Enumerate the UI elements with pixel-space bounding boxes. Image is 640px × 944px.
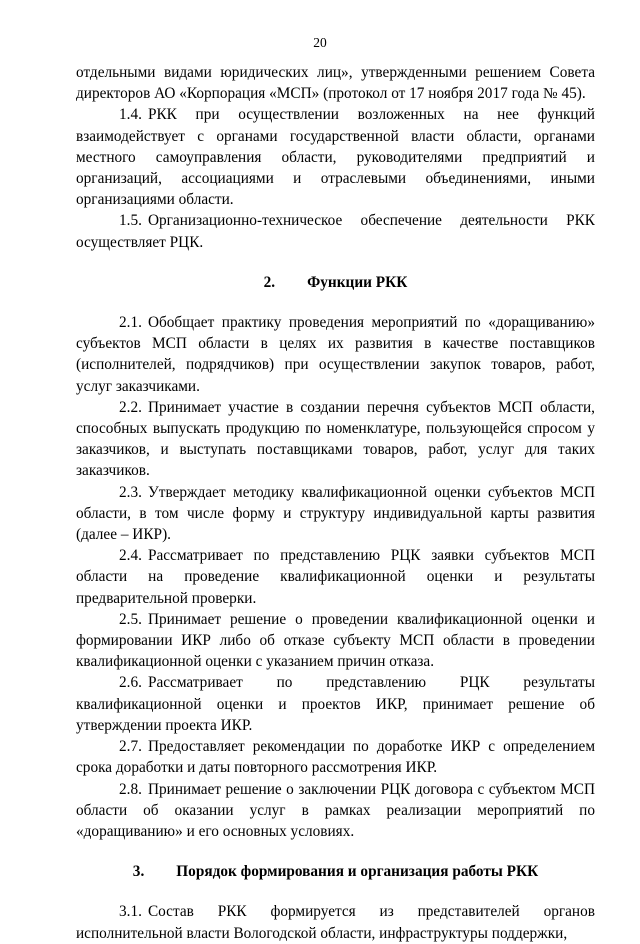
paragraph-2-6 [76, 672, 595, 736]
paragraph-number: 1.5. [119, 212, 142, 230]
section-heading-3 [76, 861, 595, 882]
paragraph-number: 2.2. [119, 398, 142, 416]
paragraph-text: Состав РКК формируется из представителей органов исполнительной власти Вологодской области, инфраструктуры поддержки, [76, 903, 595, 942]
paragraph-1-4 [76, 104, 595, 210]
paragraph-1-5 [76, 210, 595, 252]
paragraph-2-7 [76, 736, 595, 778]
paragraph-number: 2.6. [119, 674, 142, 692]
paragraph-continuation [76, 62, 595, 104]
paragraph-text: Принимает решение о заключении РЦК договора с субъектом МСП области об оказании услуг в рамках реализации мероприятий по «доращиванию» и его основных условиях. [76, 780, 595, 840]
paragraph-text: Рассматривает по представлению РЦК заявки субъектов МСП области на проведение квалификационной оценки и результаты предварительной проверки. [76, 547, 595, 607]
paragraph-number: 2.4. [119, 547, 142, 565]
section-title: Функции РКК [307, 273, 408, 291]
paragraph-number: 3.1. [119, 903, 142, 921]
paragraph-text: Утверждает методику квалификационной оценки субъектов МСП области, в том числе форму и структуру индивидуальной карты развития (далее – ИКР). [76, 483, 595, 544]
paragraph-2-5 [76, 609, 595, 673]
paragraph-text: Принимает участие в создании перечня субъектов МСП области, способных выпускать продукцию по номенклатуре, пользующейся спросом у заказчиков, и выступать поставщиками товаров, работ, услуг для таких заказчиков. [76, 398, 595, 480]
paragraph-number: 2.1. [119, 314, 142, 332]
document-body [76, 62, 595, 944]
paragraph-text: Предоставляет рекомендации по доработке ИКР с определением срока доработки и даты повторного рассмотрения ИКР. [76, 738, 595, 777]
paragraph-text: отдельными видами юридических лиц», утвержденными решением Совета директоров АО «Корпорация «МСП» (протокол от 17 ноября 2017 года № 45). [76, 64, 595, 103]
page-number: 20 [313, 35, 327, 50]
paragraph-2-8 [76, 779, 595, 843]
paragraph-number: 1.4. [119, 106, 142, 124]
paragraph-2-2 [76, 397, 595, 482]
section-title: Порядок формирования и организация работы РКК [176, 863, 539, 881]
paragraph-text: Принимает решение о проведении квалификационной оценки и формировании ИКР либо об отказе субъекту МСП области в проведении квалификационной оценки с указанием причин отказа. [76, 610, 595, 671]
paragraph-number: 2.3. [119, 483, 142, 501]
paragraph-number: 2.7. [119, 738, 142, 756]
paragraph-2-3 [76, 482, 595, 546]
paragraph-2-1 [76, 312, 595, 397]
paragraph-number: 2.5. [119, 610, 142, 628]
paragraph-text: Рассматривает по представлению РЦК результаты квалификационной оценки и проектов ИКР, принимает решение об утверждении проекта ИКР. [76, 674, 595, 734]
paragraph-number: 2.8. [119, 780, 142, 798]
paragraph-2-4 [76, 545, 595, 609]
section-heading-2 [76, 272, 595, 293]
paragraph-text: РКК при осуществлении возложенных на нее функций взаимодействует с органами государственной власти области, органами местного самоуправления области, руководителями предприятий и организаций, ассоциациями и отраслевыми объединениями, иными организациями области. [76, 106, 595, 209]
section-number: 3. [132, 863, 145, 881]
paragraph-text: Обобщает практику проведения мероприятий по «доращиванию» субъектов МСП области в целях их развития в качестве поставщиков (исполнителей, подрядчиков) при осуществлении закупок товаров, работ, услуг заказчиками. [76, 314, 595, 395]
paragraph-text: Организационно-техническое обеспечение деятельности РКК осуществляет РЦК. [76, 212, 595, 251]
section-number: 2. [263, 273, 276, 291]
paragraph-3-1 [76, 901, 595, 943]
